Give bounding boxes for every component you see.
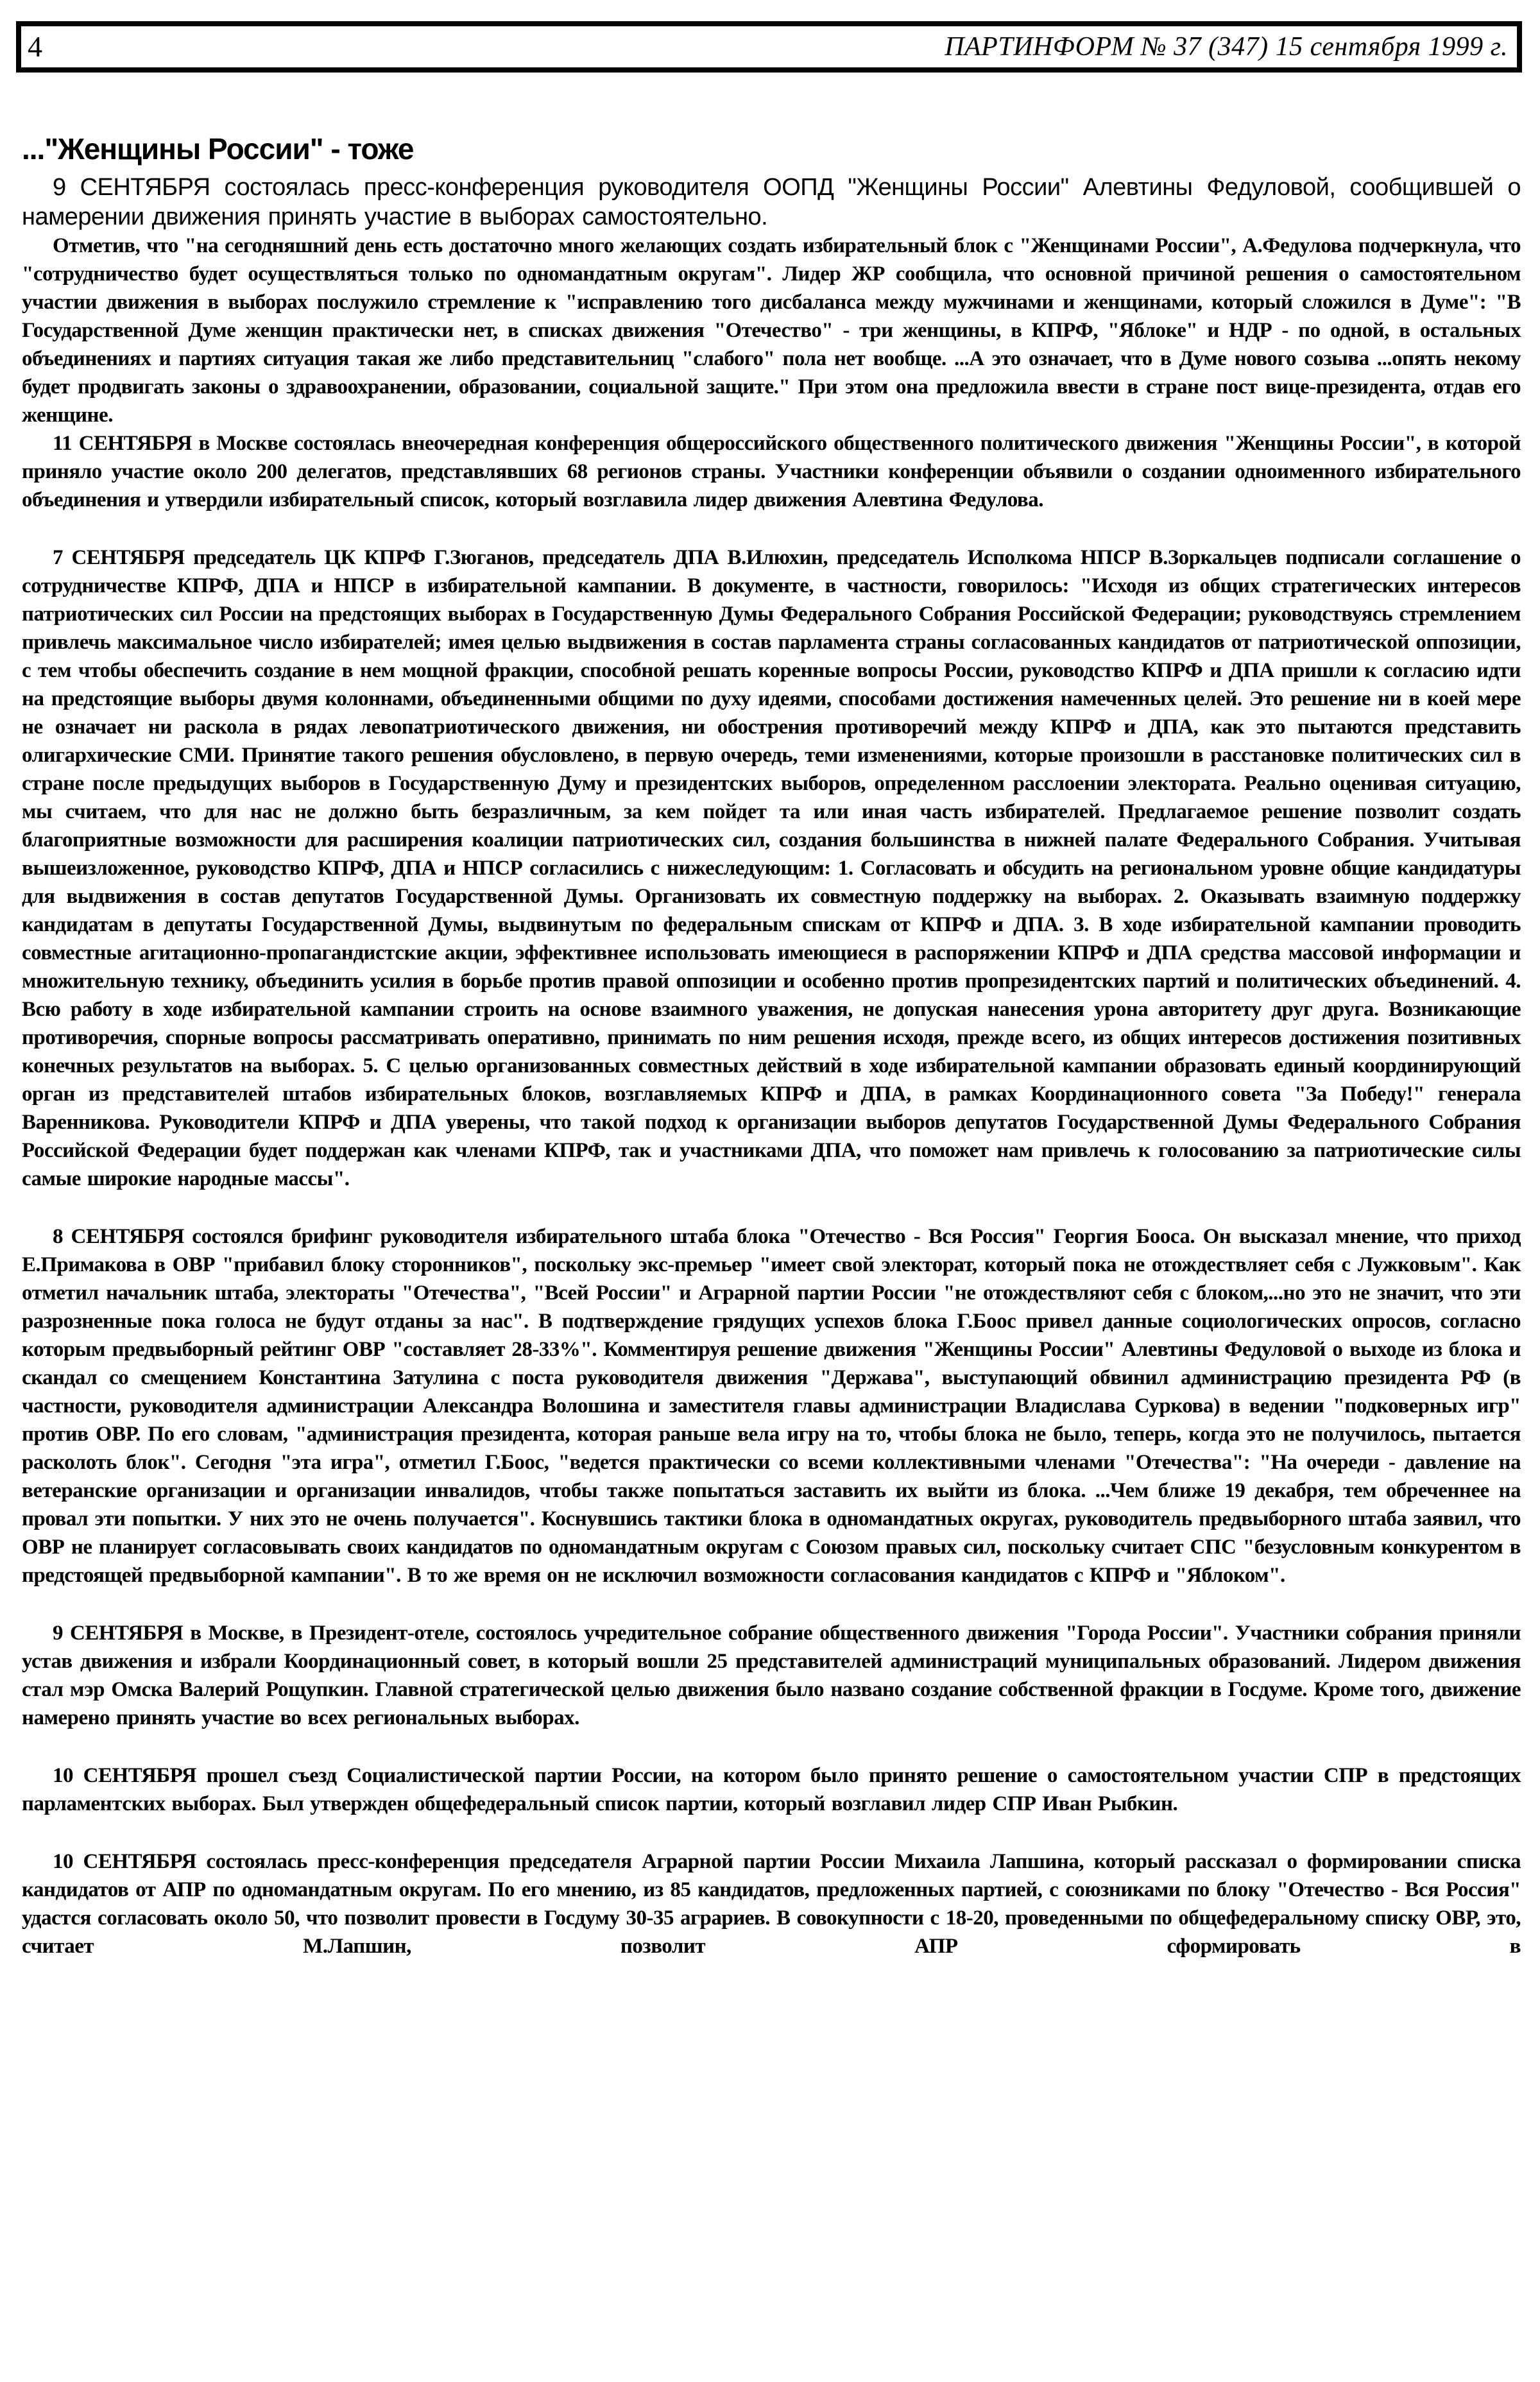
page-header	[16, 21, 1522, 73]
page-number: 4	[28, 30, 42, 63]
paragraph: 7 СЕНТЯБРЯ председатель ЦК КПРФ Г.Зюганов, председатель ДПА В.Илюхин, председатель Исполкома НПСР В.Зоркальцев подписали соглашение о сотрудничестве КПРФ, ДПА и НПСР в избирательной кампании. В документе, в частности, говорилось: "Исходя из общих стратегических интересов патриотических сил России на предстоящих выборах в Государственную Думы Федерального Собрания Российской Федерации; руководствуясь стремлением привлечь максимальное число избирателей; имея целью выдвижения в состав парламента страны согласованных кандидатов от патриотической оппозиции, с тем чтобы обеспечить создание в нем мощной фракции, способной решать коренные вопросы России, руководство КПРФ и ДПА пришли к согласию идти на предстоящие выборы двумя колоннами, объединенными общими по духу идеями, способами достижения намеченных целей. Это решение ни в коей мере не означает ни раскола в рядах левопатриотического движения, ни обострения противоречий между КПРФ и ДПА, как это пытаются представить олигархические СМИ. Принятие такого решения обусловлено, в первую очередь, теми изменениями, которые произошли в расстановке политических сил в стране после предыдущих выборов в Государственную Думу и президентских выборов, определенном расслоении электората. Реально оценивая ситуацию, мы считаем, что для нас не должно быть безразличным, за кем пойдет та или иная часть избирателей. Предлагаемое решение позволит создать благоприятные возможности для расширения коалиции патриотических сил, создания большинства в нижней палате Федерального Собрания. Учитывая вышеизложенное, руководство КПРФ, ДПА и НПСР согласились с нижеследующим: 1. Согласовать и обсудить на региональном уровне общие кандидатуры для выдвижения в состав депутатов Государственной Думы. Организовать их совместную поддержку на выборах. 2. Оказывать взаимную поддержку кандидатам в депутаты Государственной Думы, выдвинутым по федеральным спискам от КПРФ и ДПА. 3. В ходе избирательной кампании проводить совместные агитационно-пропагандистские акции, эффективнее использовать имеющиеся в распоряжении КПРФ и ДПА средства массовой информации и множительную технику, объединить усилия в борьбе против правой оппозиции и особенно против пропрезидентских партий и политических объединений. 4. Всю работу в ходе избирательной кампании строить на основе взаимного уважения, не допуская нанесения урона авторитету друг друга. Возникающие противоречия, спорные вопросы рассматривать оперативно, принимать по ним решения исходя, прежде всего, из общих интересов достижения позитивных конечных результатов на выборах. 5. С целью организованных совместных действий в ходе избирательной кампании образовать единый координирующий орган из представителей штабов избирательных блоков, возглавляемых КПРФ и ДПА, в рамках Координационного совета "За Победу!" генерала Варенникова. Руководители КПРФ и ДПА уверены, что такой подход к организации выборов депутатов Государственной Думы Федерального Собрания Российской Федерации будет поддержан как членами КПРФ, так и участниками ДПА, что поможет нам привлечь к голосованию за патриотические силы самые широкие народные массы".	[22, 546, 1521, 1190]
article-heading: ..."Женщины России" - тоже	[22, 132, 414, 166]
paragraph-list	[22, 173, 1521, 1960]
paragraph: 9 СЕНТЯБРЯ состоялась пресс-конференция руководителя ООПД "Женщины России" Алевтины Федуловой, сообщившей о намерении движения принять участие в выборах самостоятельно.	[22, 174, 1521, 230]
paragraph: Отметив, что "на сегодняшний день есть достаточно много желающих создать избирательный блок с "Женщинами России", А.Федулова подчеркнула, что "сотрудничество будет осуществляться только по одномандатным округам". Лидер ЖР сообщила, что основной причиной решения о самостоятельном участии движения в выборах послужило стремление к "исправлению того дисбаланса между мужчинами и женщинами, который сложился в Думе": "В Государственной Думе женщин практически нет, в списках движения "Отечество" - три женщины, в КПРФ, "Яблоке" и НДР - по одной, в остальных объединениях и партиях ситуация такая же либо представительниц "слабого" пола нет вообще. ...А это означает, что в Думе нового созыва ...опять некому будет продвигать законы о здравоохранении, образовании, социальной защите." При этом она предложила ввести в стране пост вице-президента, отдав его женщине.	[22, 234, 1521, 427]
paragraph: 8 СЕНТЯБРЯ состоялся брифинг руководителя избирательного штаба блока "Отечество - Вся Россия" Георгия Бооса. Он высказал мнение, что приход Е.Примакова в ОВР "прибавил блоку сторонников", поскольку экс-премьер "имеет свой электорат, который пока не отождествляет себя с Лужковым". Как отметил начальник штаба, электораты "Отечества", "Всей России" и Аграрной партии России "не отождествляют себя с блоком,...но это не значит, что эти разрозненные пока голоса не будут отданы за нас". В подтверждение грядущих успехов блока Г.Боос привел данные социологических опросов, согласно которым предвыборный рейтинг ОВР "составляет 28-33%". Комментируя решение движения "Женщины России" Алевтины Федуловой о выходе из блока и скандал со смещением Константина Затулина с поста руководителя движения "Держава", выступающий обвинил администрацию президента РФ (в частности, руководителя администрации Александра Волошина и заместителя главы администрации Владислава Суркова) в ведении "подковерных игр" против ОВР. По его словам, "администрация президента, которая раньше вела игру на то, чтобы блока не было, теперь, когда это не получилось, пытается расколоть блок". Сегодня "эта игра", отметил Г.Боос, "ведется практически со всеми коллективными членами "Отечества": "На очереди - давление на ветеранские организации и организации инвалидов, чтобы также попытаться заставить их выйти из блока. ...Чем ближе 19 декабря, тем обреченнее на провал эти попытки. У них это не очень получается". Коснувшись тактики блока в одномандатных округах, руководитель предвыборного штаба заявил, что ОВР не планирует согласовывать своих кандидатов по одномандатным округам с Союзом правых сил, поскольку считает СПС "безусловным конкурентом в предстоящей предвыборной кампании". В то же время он не исключил возможности согласования кандидатов с КПРФ и "Яблоком".	[22, 1225, 1521, 1587]
issue-title: ПАРТИНФОРМ № 37 (347) 15 сентября 1999 г.	[945, 32, 1508, 62]
article-body	[22, 134, 1521, 1960]
paragraph: 10 СЕНТЯБРЯ прошел съезд Социалистической партии России, на котором было принято решение о самостоятельном участии СПР в предстоящих парламентских выборах. Был утвержден общефедеральный список партии, который возглавил лидер СПР Иван Рыбкин.	[22, 1764, 1521, 1815]
paragraph: 10 СЕНТЯБРЯ состоялась пресс-конференция председателя Аграрной партии России Михаила Лапшина, который рассказал о формировании списка кандидатов от АПР по одномандатным округам. По его мнению, из 85 кандидатов, предложенных партией, с союзниками по блоку "Отечество - Вся Россия" удастся согласовать около 50, что позволит провести в Госдуму 30-35 аграриев. В совокупности с 18-20, проведенными по общефедеральному списку ОВР, это, считает М.Лапшин, позволит АПР сформировать в	[22, 1850, 1521, 1958]
paragraph: 9 СЕНТЯБРЯ в Москве, в Президент-отеле, состоялось учредительное собрание общественного движения "Города России". Участники собрания приняли устав движения и избрали Координационный совет, в который вошли 25 представителей администраций муниципальных образований. Лидером движения стал мэр Омска Валерий Рощупкин. Главной стратегической целью движения было названо создание собственной фракции в Госдуме. Кроме того, движение намерено принять участие во всех региональных выборах.	[22, 1622, 1521, 1729]
paragraph: 11 СЕНТЯБРЯ в Москве состоялась внеочередная конференция общероссийского общественного политического движения "Женщины России", в которой приняло участие около 200 делегатов, представлявших 68 регионов страны. Участники конференции объявили о создании одноименного избирательного объединения и утвердили избирательный список, который возглавила лидер движения Алевтина Федулова.	[22, 432, 1521, 511]
